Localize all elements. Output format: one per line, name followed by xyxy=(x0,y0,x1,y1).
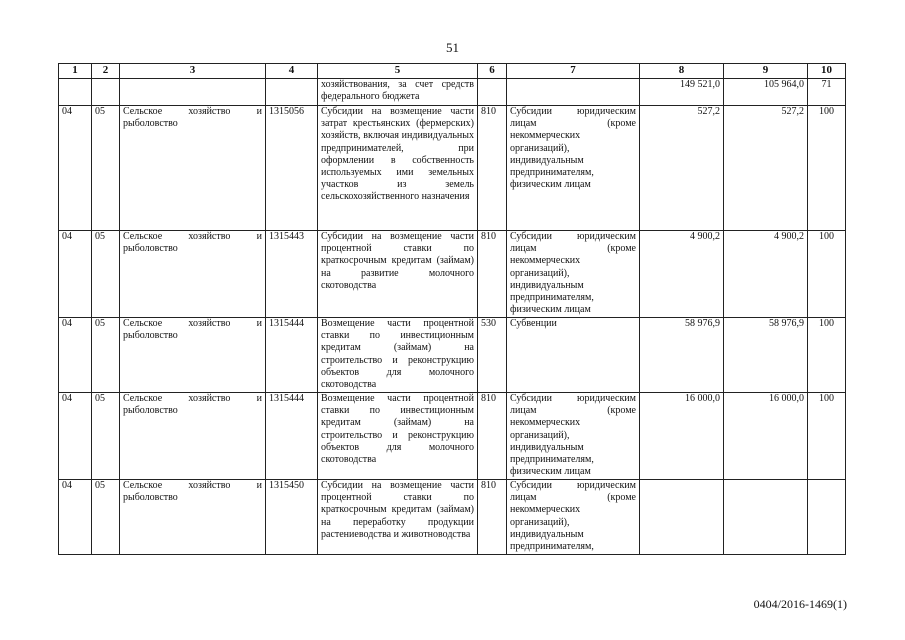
section-code: 04 xyxy=(59,480,92,555)
executed-amount: 58 976,9 xyxy=(724,318,808,393)
expense-type-code xyxy=(478,79,507,106)
section-name: Сельское хозяйство и рыболовство xyxy=(120,480,266,555)
column-header: 7 xyxy=(507,64,640,79)
target-article-code: 1315450 xyxy=(266,480,318,555)
article-description: Субсидии на возмещение части процентной ставки по краткосрочным кредитам (займам) на развитие молочного скотоводства xyxy=(318,231,478,318)
expense-type-name: Субвенции xyxy=(507,318,640,393)
executed-amount: 4 900,2 xyxy=(724,231,808,318)
page-number: 51 xyxy=(446,40,459,55)
planned-amount: 16 000,0 xyxy=(640,393,724,480)
expense-type-code: 810 xyxy=(478,393,507,480)
article-description: Субсидии на возмещение части процентной ставки по краткосрочным кредитам (займам) на переработку продукции растениеводства и животноводства xyxy=(318,480,478,555)
subsection-code: 05 xyxy=(92,480,120,555)
expense-type-code: 810 xyxy=(478,231,507,318)
column-header: 2 xyxy=(92,64,120,79)
execution-percent: 100 xyxy=(808,393,846,480)
table-row xyxy=(59,79,846,106)
expense-type-name: Субсидии юридическим лицам (кроме некоммерческих организаций), индивидуальным предпринимателям, физическим лицам xyxy=(507,393,640,480)
subsection-code: 05 xyxy=(92,106,120,231)
expense-type-code: 810 xyxy=(478,480,507,555)
planned-amount xyxy=(640,480,724,555)
planned-amount: 527,2 xyxy=(640,106,724,231)
subsection-code xyxy=(92,79,120,106)
target-article-code: 1315056 xyxy=(266,106,318,231)
planned-amount: 58 976,9 xyxy=(640,318,724,393)
section-code: 04 xyxy=(59,393,92,480)
expense-type-name: Субсидии юридическим лицам (кроме некоммерческих организаций), индивидуальным предпринимателям, физическим лицам xyxy=(507,106,640,231)
header-row xyxy=(59,64,846,79)
table-row xyxy=(59,318,846,393)
section-code: 04 xyxy=(59,318,92,393)
column-header: 6 xyxy=(478,64,507,79)
article-description: хозяйствования, за счет средств федерального бюджета xyxy=(318,79,478,106)
executed-amount: 16 000,0 xyxy=(724,393,808,480)
execution-percent: 71 xyxy=(808,79,846,106)
column-header: 3 xyxy=(120,64,266,79)
expense-type-name: Субсидии юридическим лицам (кроме некоммерческих организаций), индивидуальным предпринимателям, физическим лицам xyxy=(507,231,640,318)
section-code: 04 xyxy=(59,106,92,231)
subsection-code: 05 xyxy=(92,231,120,318)
table-row xyxy=(59,393,846,480)
section-name: Сельское хозяйство и рыболовство xyxy=(120,318,266,393)
executed-amount: 105 964,0 xyxy=(724,79,808,106)
target-article-code: 1315443 xyxy=(266,231,318,318)
executed-amount: 527,2 xyxy=(724,106,808,231)
section-code: 04 xyxy=(59,231,92,318)
table-row xyxy=(59,106,846,231)
budget-table xyxy=(58,63,846,555)
planned-amount: 149 521,0 xyxy=(640,79,724,106)
column-header: 8 xyxy=(640,64,724,79)
target-article-code xyxy=(266,79,318,106)
article-description: Возмещение части процентной ставки по инвестиционным кредитам (займам) на строительство и реконструкцию объектов для молочного скотоводства xyxy=(318,318,478,393)
expense-type-code: 810 xyxy=(478,106,507,231)
section-name: Сельское хозяйство и рыболовство xyxy=(120,231,266,318)
column-header: 10 xyxy=(808,64,846,79)
subsection-code: 05 xyxy=(92,318,120,393)
column-header: 1 xyxy=(59,64,92,79)
column-header: 9 xyxy=(724,64,808,79)
column-header: 5 xyxy=(318,64,478,79)
table-row xyxy=(59,480,846,555)
expense-type-name xyxy=(507,79,640,106)
expense-type-code: 530 xyxy=(478,318,507,393)
section-name: Сельское хозяйство и рыболовство xyxy=(120,106,266,231)
executed-amount xyxy=(724,480,808,555)
target-article-code: 1315444 xyxy=(266,318,318,393)
expense-type-name: Субсидии юридическим лицам (кроме некоммерческих организаций), индивидуальным предпринимателям, xyxy=(507,480,640,555)
section-name xyxy=(120,79,266,106)
planned-amount: 4 900,2 xyxy=(640,231,724,318)
execution-percent xyxy=(808,480,846,555)
article-description: Субсидии на возмещение части затрат крестьянских (фермерских) хозяйств, включая индивидуальных предпринимателей, при оформлении в собственность используемых ими земельных участков из земель сельскохозяйственного назначения xyxy=(318,106,478,231)
target-article-code: 1315444 xyxy=(266,393,318,480)
execution-percent: 100 xyxy=(808,318,846,393)
table-row xyxy=(59,231,846,318)
execution-percent: 100 xyxy=(808,106,846,231)
subsection-code: 05 xyxy=(92,393,120,480)
document-code: 0404/2016-1469(1) xyxy=(753,597,847,611)
section-name: Сельское хозяйство и рыболовство xyxy=(120,393,266,480)
section-code xyxy=(59,79,92,106)
article-description: Возмещение части процентной ставки по инвестиционным кредитам (займам) на строительство и реконструкцию объектов для молочного скотоводства xyxy=(318,393,478,480)
execution-percent: 100 xyxy=(808,231,846,318)
column-header: 4 xyxy=(266,64,318,79)
